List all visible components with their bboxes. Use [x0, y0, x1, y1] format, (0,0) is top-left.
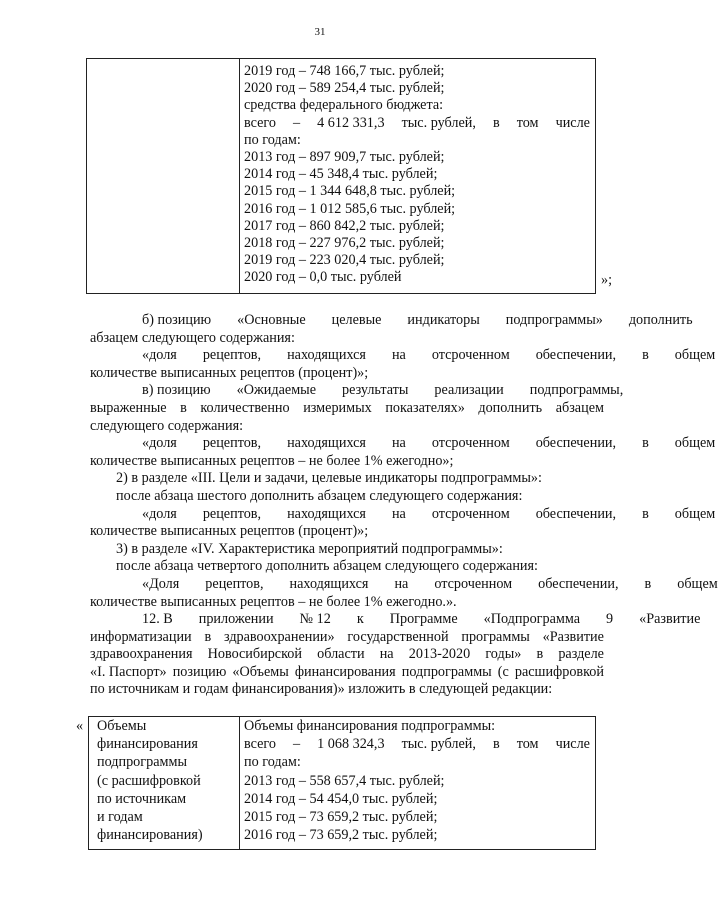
word: позицию: [172, 663, 227, 680]
word: в) позицию: [142, 382, 211, 399]
word: «доля: [142, 347, 177, 364]
table-line: 2014 год – 45 348,4 тыс. рублей;: [244, 166, 438, 183]
word: том: [516, 114, 539, 131]
word: в: [492, 114, 500, 131]
word: на: [379, 646, 394, 663]
funding-passport-table: [88, 716, 596, 850]
word: тыс. рублей,: [401, 114, 476, 131]
word: дополнить: [628, 312, 693, 328]
word: в: [204, 628, 212, 645]
table-line: 2014 год – 54 454,0 тыс. рублей;: [244, 790, 438, 807]
word: рецептов,: [202, 347, 262, 364]
table-line: Объемы финансирования подпрограммы:: [244, 718, 496, 734]
word: выраженные: [90, 399, 167, 416]
paragraph-line: следующего содержания:: [90, 417, 244, 434]
table-label-line: финансирования: [97, 736, 198, 753]
word: в: [492, 736, 500, 753]
word: всего: [244, 736, 276, 753]
word: дополнить: [478, 399, 543, 416]
paragraph-line: [90, 611, 701, 629]
word: абзацем: [555, 399, 604, 416]
table-line: 2013 год – 897 909,7 тыс. рублей;: [244, 148, 445, 165]
word: на: [391, 505, 406, 522]
paragraph-line: [90, 575, 718, 594]
table-line: 2015 год – 73 659,2 тыс. рублей;: [244, 808, 438, 825]
word: № 12: [299, 611, 331, 628]
paragraph-line: по источникам и годам финансирования)» изложить в следующей редакции:: [90, 681, 553, 698]
word: приложении: [198, 611, 274, 628]
word: 4 612 331,3: [317, 114, 385, 131]
word: том: [516, 736, 539, 753]
table-label-line: Объемы: [97, 718, 147, 734]
word: на: [391, 435, 406, 452]
word: «доля: [142, 435, 177, 452]
table-line: 2019 год – 223 020,4 тыс. рублей;: [244, 252, 445, 269]
word: общем: [674, 435, 716, 452]
word: программы: [461, 628, 530, 645]
word: в: [642, 347, 649, 364]
table-line: 2020 год – 589 254,4 тыс. рублей;: [244, 80, 445, 97]
table-line: [244, 735, 590, 753]
word: государственной: [347, 628, 449, 645]
word: –: [293, 736, 301, 753]
word: реализации: [434, 382, 504, 399]
word: всего: [244, 114, 276, 131]
word: информатизации: [90, 628, 192, 645]
opening-quote: «: [76, 718, 84, 734]
table-line: 2018 год – 227 976,2 тыс. рублей;: [244, 234, 445, 251]
paragraph-line: количестве выписанных рецептов – не более 1% ежегодно.».: [90, 593, 457, 610]
table-label-line: по источникам: [97, 790, 187, 807]
word: финансирования: [294, 663, 396, 680]
word: «Подпрограмма: [483, 611, 581, 628]
word: результаты: [342, 382, 409, 399]
word: показателях»: [385, 399, 465, 416]
word: разделе: [558, 646, 604, 663]
funding-values-cell: [244, 63, 590, 286]
paragraph-line: [90, 347, 716, 365]
paragraph-line: количестве выписанных рецептов (процент)»;: [90, 523, 369, 540]
word: 12. В: [142, 611, 173, 628]
word: отсроченном: [431, 347, 510, 364]
word: на: [391, 347, 406, 364]
table-line: 2017 год – 860 842,2 тыс. рублей;: [244, 217, 445, 234]
table-line: 2016 год – 73 659,2 тыс. рублей;: [244, 827, 438, 844]
word: –: [293, 114, 301, 131]
word: здравоохранения: [90, 646, 193, 663]
word: здравоохранении»: [223, 628, 335, 645]
word: общем: [674, 505, 716, 522]
word: расшифровкой: [514, 663, 604, 680]
word: 1 068 324,3: [317, 736, 385, 753]
paragraph-line: после абзаца шестого дополнить абзацем следующего содержания:: [116, 487, 523, 504]
paragraph-line: [90, 646, 604, 664]
word: «Основные: [237, 312, 306, 328]
paragraph-line: абзацем следующего содержания:: [90, 329, 295, 346]
amendment-text: [90, 312, 718, 699]
paragraph-line: [90, 382, 624, 400]
page-number: 31: [314, 26, 326, 38]
paragraph-line: [90, 400, 604, 418]
word: на: [394, 575, 409, 592]
word: 2013-2020: [408, 646, 471, 663]
table-label-line: подпрограммы: [97, 754, 187, 771]
word: находящихся: [287, 347, 366, 364]
word: обеспечении,: [535, 505, 617, 522]
word: «I. Паспорт»: [90, 663, 167, 680]
word: «Развитие: [542, 628, 604, 645]
word: «Ожидаемые: [236, 382, 316, 399]
word: измеримых: [303, 399, 372, 416]
word: общем: [677, 575, 718, 592]
word: годы»: [485, 646, 522, 663]
paragraph-line: [90, 664, 604, 682]
table-line: средства федерального бюджета:: [244, 97, 444, 114]
word: тыс. рублей,: [401, 736, 476, 753]
word: общем: [674, 347, 716, 364]
word: 9: [606, 611, 614, 628]
word: целевые: [331, 312, 382, 328]
table-line: 2016 год – 1 012 585,6 тыс. рублей;: [244, 200, 456, 217]
word: к: [356, 611, 364, 628]
word: находящихся: [287, 505, 366, 522]
word: рецептов,: [205, 575, 264, 592]
word: подпрограммы,: [529, 382, 624, 399]
word: находящихся: [289, 575, 369, 592]
word: в: [642, 435, 649, 452]
paragraph-line: 3) в разделе «IV. Характеристика мероприятий подпрограммы»:: [116, 540, 503, 557]
table-label-line: финансирования): [97, 827, 203, 844]
table-label-line: (с расшифровкой: [97, 772, 201, 789]
table-line: 2020 год – 0,0 тыс. рублей: [244, 269, 402, 286]
word: отсроченном: [434, 575, 513, 592]
table-divider: [239, 59, 240, 293]
word: б) позицию: [142, 312, 212, 328]
word: подпрограммы»: [505, 312, 603, 328]
word: числе: [555, 114, 590, 131]
table-line: 2013 год – 558 657,4 тыс. рублей;: [244, 772, 445, 789]
table-divider: [239, 717, 240, 849]
word: находящихся: [287, 435, 366, 452]
paragraph-line: 2) в разделе «III. Цели и задачи, целевые индикаторы подпрограммы»:: [116, 470, 542, 487]
word: области: [317, 646, 365, 663]
paragraph-line: количестве выписанных рецептов (процент)»;: [90, 364, 369, 381]
paragraph-line: [90, 312, 693, 330]
paragraph-line: количестве выписанных рецептов – не более 1% ежегодно»;: [90, 452, 454, 469]
word: Программе: [389, 611, 458, 628]
closing-quote: »;: [601, 272, 613, 288]
table-line: 2019 год – 748 166,7 тыс. рублей;: [244, 63, 445, 79]
word: рецептов,: [202, 505, 262, 522]
word: «Объемы: [232, 663, 289, 680]
table-line: по годам:: [244, 754, 301, 771]
word: в: [536, 646, 544, 663]
paragraph-line: после абзаца четвертого дополнить абзацем следующего содержания:: [116, 558, 538, 575]
word: (с: [497, 663, 509, 680]
word: обеспечении,: [535, 435, 617, 452]
paragraph-line: [90, 629, 604, 647]
word: Новосибирской: [207, 646, 302, 663]
table-line: по годам:: [244, 131, 301, 148]
funding-table-continued: [86, 58, 596, 294]
table-label-line: и годам: [97, 808, 143, 825]
funding-label-cell: [97, 717, 235, 844]
word: подпрограммы: [401, 663, 492, 680]
word: индикаторы: [407, 312, 480, 328]
word: рецептов,: [202, 435, 262, 452]
funding-values-cell: [244, 717, 590, 844]
word: в: [644, 575, 652, 592]
paragraph-line: [90, 505, 716, 524]
paragraph-line: [90, 435, 716, 453]
word: отсроченном: [431, 505, 510, 522]
word: обеспечении,: [538, 575, 619, 592]
word: «доля: [142, 505, 177, 522]
word: «Доля: [142, 575, 180, 592]
word: в: [642, 505, 649, 522]
word: количественно: [200, 399, 290, 416]
word: «Развитие: [639, 611, 701, 628]
word: числе: [555, 736, 590, 753]
table-line: 2015 год – 1 344 648,8 тыс. рублей;: [244, 183, 456, 200]
table-line: [244, 115, 590, 132]
word: отсроченном: [431, 435, 510, 452]
word: обеспечении,: [535, 347, 617, 364]
word: в: [180, 399, 187, 416]
